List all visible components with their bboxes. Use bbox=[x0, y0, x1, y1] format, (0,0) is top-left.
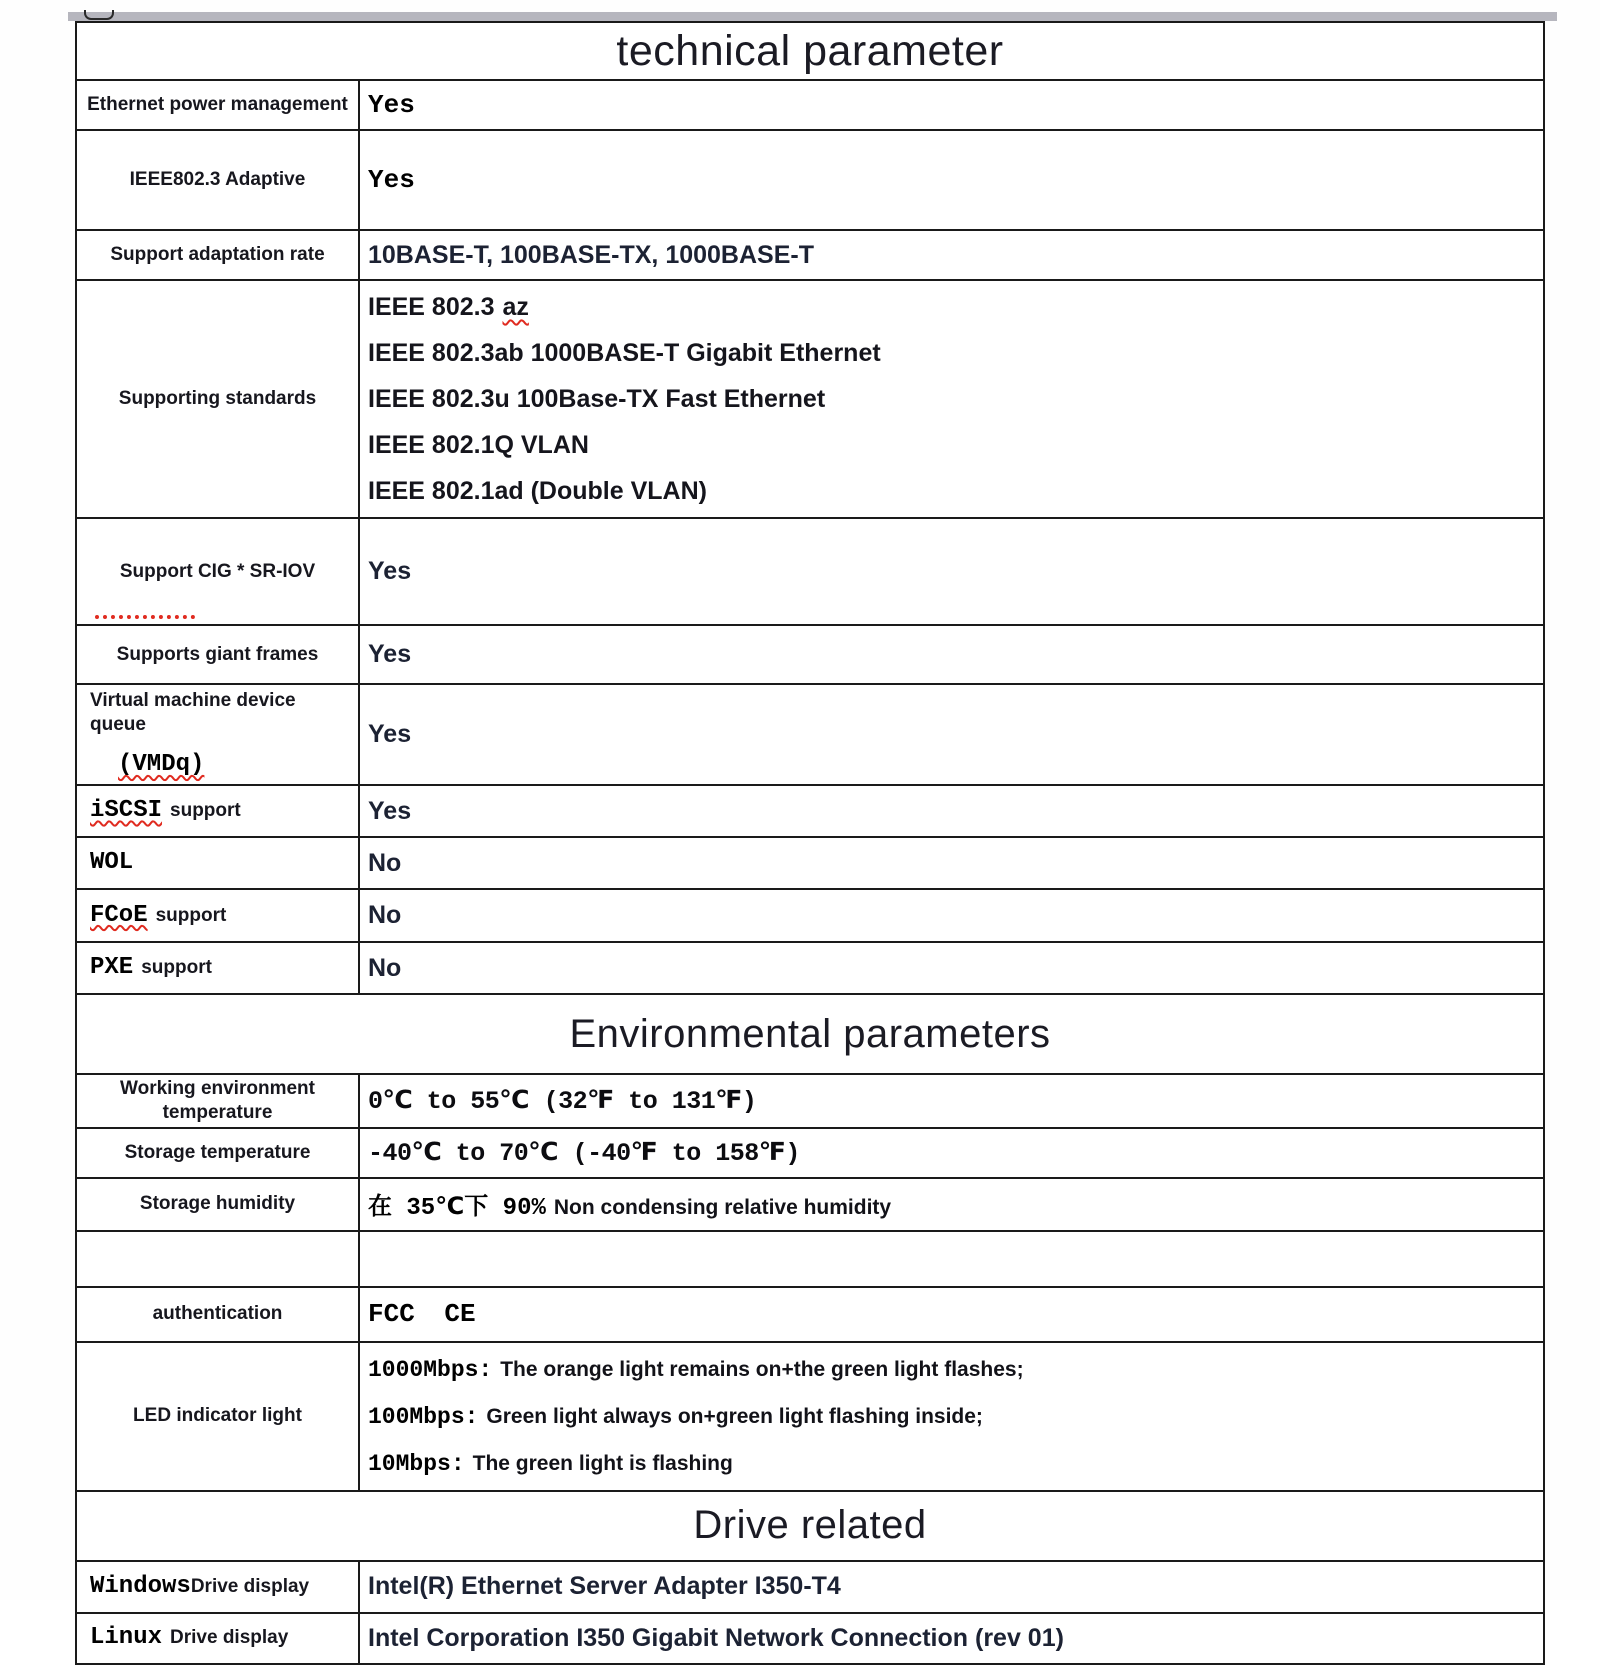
led-value bbox=[359, 1342, 1544, 1491]
window-top-bar bbox=[68, 12, 1557, 21]
adaptive-value bbox=[359, 130, 1544, 230]
iscsi-term: iSCSI bbox=[90, 797, 163, 824]
adaptive-label: IEEE802.3 Adaptive bbox=[76, 130, 359, 230]
drive-section-title: Drive related bbox=[76, 1491, 1544, 1561]
ethernet-power-value-text: Yes bbox=[368, 90, 415, 120]
row-storage-humidity bbox=[76, 1178, 1544, 1231]
pxe-label: PXE support bbox=[76, 942, 359, 994]
row-empty bbox=[76, 1231, 1544, 1287]
pxe-term: PXE bbox=[90, 954, 134, 981]
led-line-10mbps: 10Mbps: The green light is flashing bbox=[368, 1450, 733, 1477]
ethernet-power-value bbox=[359, 80, 1544, 130]
standard-line: IEEE 802.1Q VLAN bbox=[368, 431, 589, 459]
sr-iov-value bbox=[359, 518, 1544, 625]
sr-iov-value-text: Yes bbox=[368, 557, 412, 585]
row-storage-temperature bbox=[76, 1128, 1544, 1178]
adaptation-rate-value: 10BASE-T, 100BASE-TX, 1000BASE-T bbox=[359, 230, 1544, 280]
row-windows-drive bbox=[76, 1561, 1544, 1613]
storage-humidity-label: Storage humidity bbox=[76, 1178, 359, 1231]
windows-drive-value: Intel(R) Ethernet Server Adapter I350-T4 bbox=[359, 1561, 1544, 1613]
row-working-temperature bbox=[76, 1074, 1544, 1128]
section-environmental bbox=[76, 994, 1544, 1074]
red-dotted-mark bbox=[95, 615, 195, 619]
environmental-section-title: Environmental parameters bbox=[76, 994, 1544, 1074]
table-title-row bbox=[76, 22, 1544, 80]
row-pxe bbox=[76, 942, 1544, 994]
standards-value bbox=[359, 280, 1544, 518]
windows-term: Windows bbox=[90, 1572, 191, 1600]
standard-line: IEEE 802.3 az bbox=[368, 293, 529, 321]
giant-frames-label: Supports giant frames bbox=[76, 625, 359, 684]
row-linux-drive bbox=[76, 1613, 1544, 1664]
pxe-value: No bbox=[359, 942, 1544, 994]
authentication-label: authentication bbox=[76, 1287, 359, 1342]
giant-frames-value: Yes bbox=[359, 625, 1544, 684]
linux-drive-label: Linux Drive display bbox=[76, 1613, 359, 1664]
iscsi-label: iSCSI support bbox=[76, 785, 359, 837]
standard-line: IEEE 802.3u 100Base-TX Fast Ethernet bbox=[368, 385, 826, 413]
row-ieee8023-adaptive bbox=[76, 130, 1544, 230]
row-authentication bbox=[76, 1287, 1544, 1342]
linux-drive-value: Intel Corporation I350 Gigabit Network Connection (rev 01) bbox=[359, 1613, 1544, 1664]
row-support-adaptation-rate bbox=[76, 230, 1544, 280]
empty-value bbox=[359, 1231, 1544, 1287]
storage-humidity-value: 在 35℃下 90% Non condensing relative humidity bbox=[359, 1178, 1544, 1231]
adaptation-rate-label: Support adaptation rate bbox=[76, 230, 359, 280]
vmdq-term: (VMDq) bbox=[118, 751, 205, 779]
working-temp-label: Working environment temperature bbox=[76, 1074, 359, 1128]
fcoe-term: FCoE bbox=[90, 901, 148, 929]
storage-temp-value: -40℃ to 70℃ (-40℉ to 158℉) bbox=[359, 1128, 1544, 1178]
wol-term: WOL bbox=[90, 849, 134, 876]
adaptive-value-text: Yes bbox=[368, 165, 415, 195]
led-line-100mbps: 100Mbps: Green light always on+green light flashing inside; bbox=[368, 1403, 983, 1430]
linux-term: Linux bbox=[90, 1624, 163, 1651]
standard-line: IEEE 802.1ad (Double VLAN) bbox=[368, 477, 707, 505]
cursor-artifact-mark bbox=[84, 10, 114, 20]
vmdq-label bbox=[76, 684, 359, 785]
row-iscsi bbox=[76, 785, 1544, 837]
row-sr-iov bbox=[76, 518, 1544, 625]
led-label: LED indicator light bbox=[76, 1342, 359, 1491]
vmdq-value: Yes bbox=[359, 684, 1544, 785]
section-drive bbox=[76, 1491, 1544, 1561]
row-giant-frames bbox=[76, 625, 1544, 684]
ethernet-power-label: Ethernet power management bbox=[76, 80, 359, 130]
standard-line: IEEE 802.3ab 1000BASE-T Gigabit Ethernet bbox=[368, 339, 881, 367]
standards-label: Supporting standards bbox=[76, 280, 359, 518]
sr-iov-label: Support CIG * SR-IOV bbox=[76, 518, 359, 625]
row-ethernet-power-management bbox=[76, 80, 1544, 130]
windows-drive-label: WindowsDrive display bbox=[76, 1561, 359, 1613]
empty-label bbox=[76, 1231, 359, 1287]
row-fcoe bbox=[76, 889, 1544, 942]
row-vmdq bbox=[76, 684, 1544, 785]
vmdq-label-line1: Virtual machine device queue bbox=[90, 689, 296, 735]
iscsi-value: Yes bbox=[359, 785, 1544, 837]
led-line-1000mbps: 1000Mbps: The orange light remains on+the green light flashes; bbox=[368, 1356, 1024, 1383]
spec-table bbox=[75, 21, 1545, 1665]
wol-label bbox=[76, 837, 359, 889]
fcoe-label: FCoE support bbox=[76, 889, 359, 942]
fcoe-value: No bbox=[359, 889, 1544, 942]
row-supporting-standards bbox=[76, 280, 1544, 518]
misspelled-word: az bbox=[502, 293, 529, 321]
row-wol bbox=[76, 837, 1544, 889]
table-title: technical parameter bbox=[76, 22, 1544, 80]
working-temp-value: 0℃ to 55℃ (32℉ to 131℉) bbox=[359, 1074, 1544, 1128]
humidity-condition: 在 35℃下 90% bbox=[368, 1195, 546, 1222]
authentication-value: FCC CE bbox=[359, 1287, 1544, 1342]
storage-temp-label: Storage temperature bbox=[76, 1128, 359, 1178]
row-led-indicator bbox=[76, 1342, 1544, 1491]
wol-value: No bbox=[359, 837, 1544, 889]
